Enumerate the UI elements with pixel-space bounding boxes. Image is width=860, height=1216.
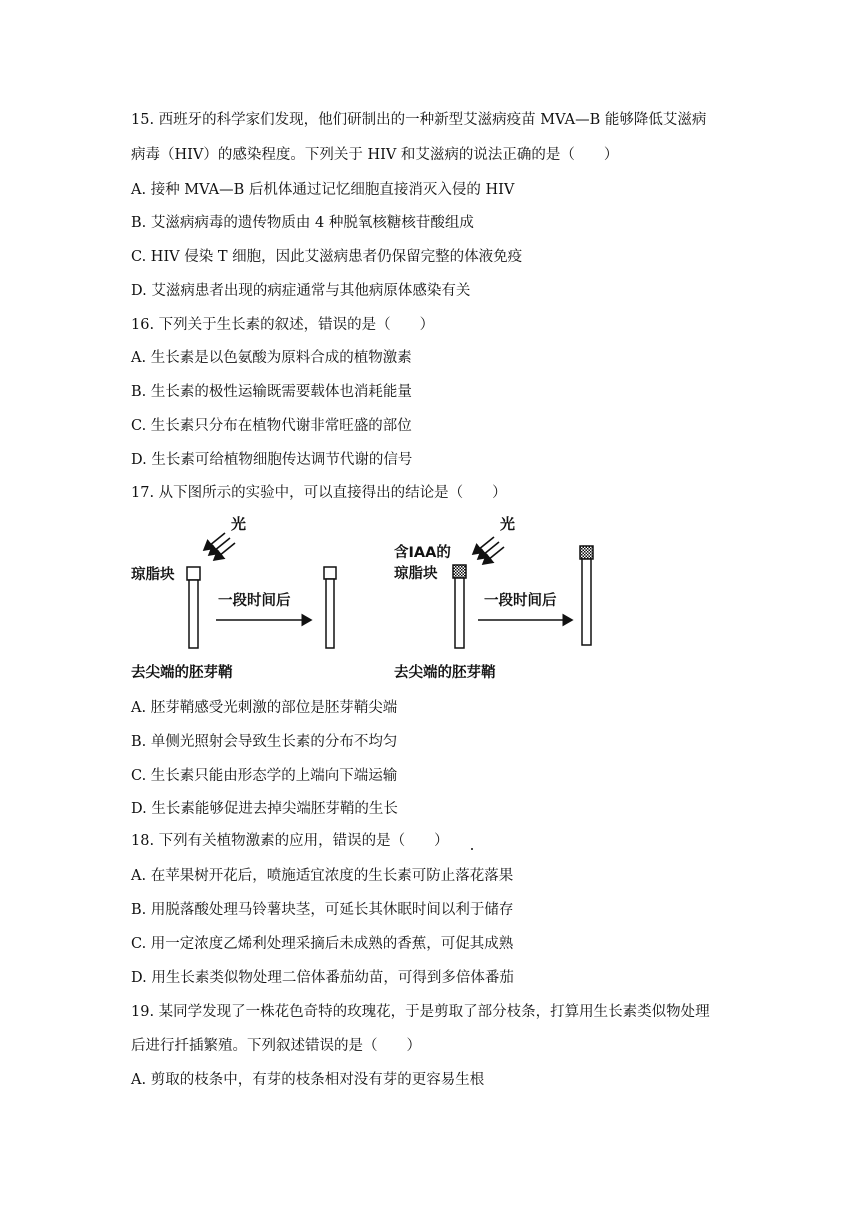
q15-stem-line-2: 病毒（HIV）的感染程度。下列关于 HIV 和艾滋病的说法正确的是（ ） bbox=[131, 147, 619, 163]
q17-option-a: A. 胚芽鞘感受光刺激的部位是胚芽鞘尖端 bbox=[131, 700, 398, 716]
q16-stem: 16. 下列关于生长素的叙述，错误的是（ ） bbox=[131, 317, 435, 333]
q17-option-d: D. 生长素能够促进去掉尖端胚芽鞘的生长 bbox=[131, 801, 398, 817]
right-caption: 去尖端的胚芽鞘 bbox=[394, 665, 496, 681]
right-iaa-agar-block bbox=[453, 565, 466, 578]
q15-option-a: A. 接种 MVA—B 后机体通过记忆细胞直接消灭入侵的 HIV bbox=[131, 182, 515, 198]
q16-option-d: D. 生长素可给植物细胞传达调节代谢的信号 bbox=[131, 452, 413, 468]
right-result-iaa-block bbox=[580, 546, 593, 559]
q17-option-c: C. 生长素只能由形态学的上端向下端运输 bbox=[131, 768, 398, 784]
right-light-label: 光 bbox=[500, 515, 516, 533]
right-light-rays-icon bbox=[473, 537, 504, 564]
left-coleoptile bbox=[189, 580, 198, 648]
right-iaa-label-2: 琼脂块 bbox=[394, 566, 438, 582]
q17-stem: 17. 从下图所示的实验中，可以直接得出的结论是（ ） bbox=[131, 485, 507, 501]
left-light-rays-icon bbox=[204, 533, 235, 560]
emphasis-dot bbox=[471, 848, 473, 850]
q17-option-b: B. 单侧光照射会导致生长素的分布不均匀 bbox=[131, 734, 398, 750]
q15-stem-line-1: 15. 西班牙的科学家们发现，他们研制出的一种新型艾滋病疫苗 MVA—B 能够降低艾滋病 bbox=[131, 112, 707, 128]
right-coleoptile bbox=[455, 578, 464, 648]
left-result-agar-block bbox=[324, 567, 336, 579]
left-result-coleoptile bbox=[326, 579, 334, 648]
q18-stem: 18. 下列有关植物激素的应用，错误的是（ ） bbox=[131, 833, 449, 849]
q19-stem-line-1: 19. 某同学发现了一株花色奇特的玫瑰花，于是剪取了部分枝条，打算用生长素类似物处理 bbox=[131, 1004, 710, 1020]
q16-option-c: C. 生长素只分布在植物代谢非常旺盛的部位 bbox=[131, 418, 412, 434]
q16-option-b: B. 生长素的极性运输既需要载体也消耗能量 bbox=[131, 384, 412, 400]
q18-option-a: A. 在苹果树开花后，喷施适宜浓度的生长素可防止落花落果 bbox=[131, 868, 514, 884]
q15-option-d: D. 艾滋病患者出现的病症通常与其他病原体感染有关 bbox=[131, 283, 471, 299]
left-caption: 去尖端的胚芽鞘 bbox=[131, 665, 233, 681]
q19-option-a: A. 剪取的枝条中，有芽的枝条相对没有芽的更容易生根 bbox=[131, 1072, 485, 1088]
right-result-coleoptile bbox=[582, 559, 591, 645]
left-time-label: 一段时间后 bbox=[218, 593, 291, 609]
q18-option-d: D. 用生长素类似物处理二倍体番茄幼苗，可得到多倍体番茄 bbox=[131, 970, 514, 986]
q16-option-a: A. 生长素是以色氨酸为原料合成的植物激素 bbox=[131, 350, 412, 366]
left-agar-block bbox=[187, 567, 200, 580]
q17-experiment-figure bbox=[128, 512, 608, 687]
left-light-label: 光 bbox=[231, 515, 247, 533]
left-agar-block-label: 琼脂块 bbox=[131, 567, 175, 583]
q18-option-b: B. 用脱落酸处理马铃薯块茎，可延长其休眠时间以利于储存 bbox=[131, 902, 514, 918]
q18-option-c: C. 用一定浓度乙烯利处理采摘后未成熟的香蕉，可促其成熟 bbox=[131, 936, 514, 952]
right-iaa-label-1: 含IAA的 bbox=[394, 545, 451, 561]
q15-option-c: C. HIV 侵染 T 细胞，因此艾滋病患者仍保留完整的体液免疫 bbox=[131, 249, 523, 265]
right-time-label: 一段时间后 bbox=[484, 593, 557, 609]
q19-stem-line-2: 后进行扦插繁殖。下列叙述错误的是（ ） bbox=[131, 1038, 421, 1054]
q15-option-b: B. 艾滋病病毒的遗传物质由 4 种脱氧核糖核苷酸组成 bbox=[131, 215, 474, 231]
